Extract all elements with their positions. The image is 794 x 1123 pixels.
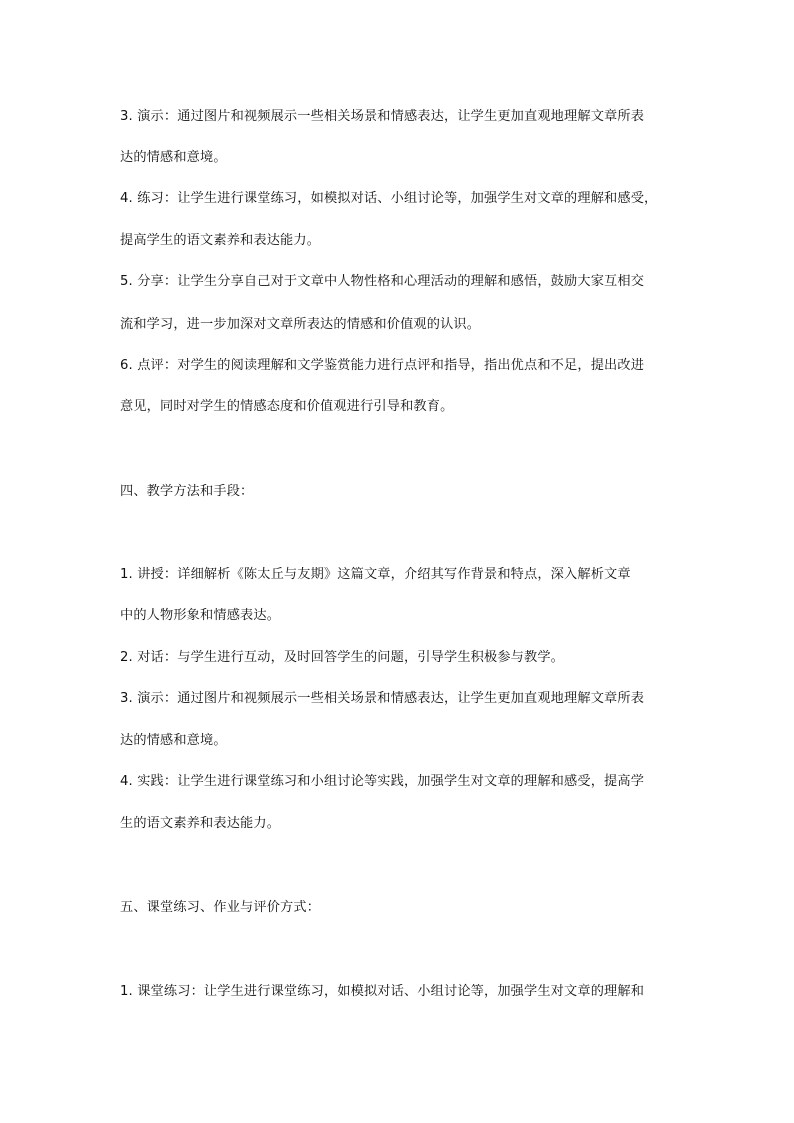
text-line: 4. 练习：让学生进行课堂练习，如模拟对话、小组讨论等，加强学生对文章的理解和感受， [120, 191, 658, 206]
text-line: 3. 演示：通过图片和视频展示一些相关场景和情感表达，让学生更加直观地理解文章所表 [120, 109, 645, 124]
text-line: 达的情感和意境。 [120, 733, 227, 748]
text-line: 5. 分享：让学生分享自己对于文章中人物性格和心理活动的理解和感悟，鼓励大家互相交 [120, 274, 645, 289]
text-line: 中的人物形象和情感表达。 [120, 608, 281, 623]
text-line: 意见，同时对学生的情感态度和价值观进行引导和教育。 [120, 399, 454, 414]
text-line: 提高学生的语文素养和表达能力。 [120, 233, 321, 248]
text-line: 1. 讲授：详细解析《陈太丘与友期》这篇文章，介绍其写作背景和特点，深入解析文章 [120, 567, 631, 582]
text-line: 4. 实践：让学生进行课堂练习和小组讨论等实践，加强学生对文章的理解和感受，提高学 [120, 774, 645, 789]
text-line: 生的语文素养和表达能力。 [120, 816, 281, 831]
text-line: 2. 对话：与学生进行互动，及时回答学生的问题，引导学生积极参与教学。 [120, 650, 565, 665]
section-heading: 四、教学方法和手段： [120, 484, 254, 499]
section-heading: 五、课堂练习、作业与评价方式： [120, 900, 321, 915]
text-line: 6. 点评：对学生的阅读理解和文学鉴赏能力进行点评和指导，指出优点和不足，提出改进 [120, 358, 645, 373]
text-line: 1. 课堂练习：让学生进行课堂练习，如模拟对话、小组讨论等，加强学生对文章的理解和 [120, 984, 645, 999]
text-line: 3. 演示：通过图片和视频展示一些相关场景和情感表达，让学生更加直观地理解文章所表 [120, 691, 645, 706]
text-line: 流和学习，进一步加深对文章所表达的情感和价值观的认识。 [120, 317, 481, 332]
text-line: 达的情感和意境。 [120, 150, 227, 165]
